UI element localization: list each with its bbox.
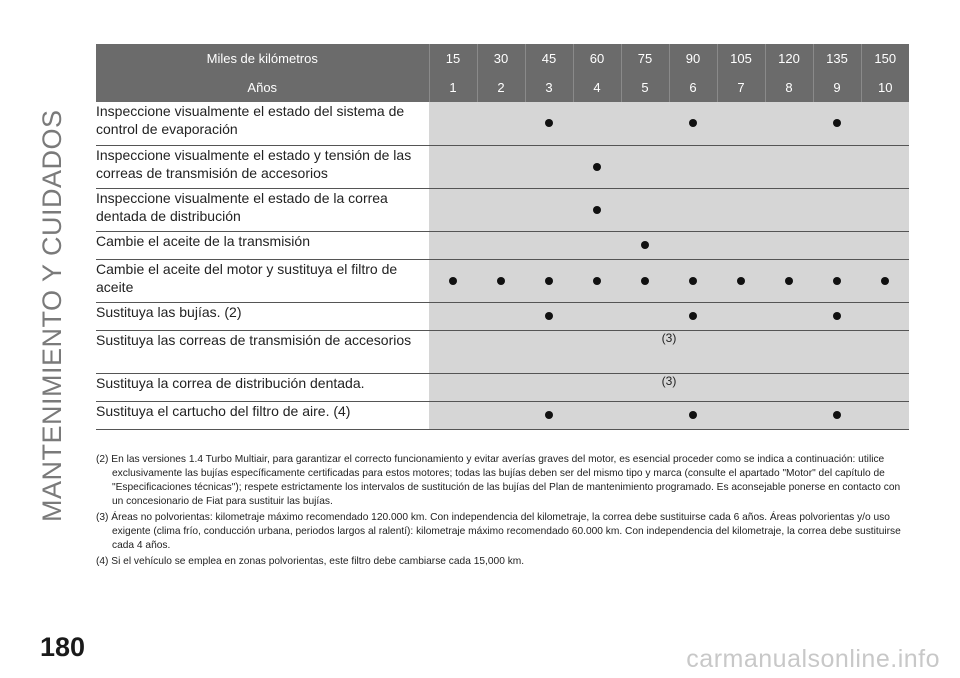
km-col-75: 75 bbox=[621, 44, 669, 73]
schedule-cell bbox=[477, 188, 525, 231]
schedule-cell bbox=[573, 401, 621, 429]
year-col-2: 2 bbox=[477, 73, 525, 102]
schedule-cell bbox=[525, 401, 573, 429]
note-reference-cell: (3) bbox=[429, 373, 909, 401]
year-col-3: 3 bbox=[525, 73, 573, 102]
bullet-icon bbox=[689, 312, 697, 320]
header-years-row bbox=[96, 73, 909, 102]
task-label: Cambie el aceite del motor y sustituya el filtro de aceite bbox=[96, 259, 429, 302]
schedule-cell bbox=[621, 259, 669, 302]
schedule-cell bbox=[429, 188, 477, 231]
bullet-icon bbox=[785, 277, 793, 285]
bullet-icon bbox=[593, 163, 601, 171]
schedule-cell bbox=[669, 145, 717, 188]
bullet-icon bbox=[737, 277, 745, 285]
schedule-cell bbox=[525, 145, 573, 188]
bullet-icon bbox=[545, 411, 553, 419]
bullet-icon bbox=[689, 411, 697, 419]
bullet-icon bbox=[833, 277, 841, 285]
schedule-cell bbox=[477, 401, 525, 429]
footnotes bbox=[96, 453, 909, 571]
footnote: (2) En las versiones 1.4 Turbo Multiair, para garantizar el correcto funcionamiento y evitar averías graves del motor, es esencial proceder como se indica a continuación: utilice exclusivamente las bujías específicamente certificadas para estos motores; todas las bujías deben ser del mismo tipo y marca (consulte el apartado "Motor" del capítulo de "Especificaciones técnicas"); respete estrictamente los intervalos de sustitución de las bujías del Plan de mantenimiento programado. Es aconsejable ponerse en contacto con un concesionario de Fiat para sustituir las bujías. bbox=[96, 454, 901, 507]
km-col-120: 120 bbox=[765, 44, 813, 73]
schedule-cell bbox=[813, 259, 861, 302]
task-label: Inspeccione visualmente el estado del sistema de control de evaporación bbox=[96, 102, 429, 145]
schedule-cell bbox=[525, 302, 573, 330]
bullet-icon bbox=[593, 277, 601, 285]
schedule-cell bbox=[429, 145, 477, 188]
schedule-cell bbox=[525, 102, 573, 145]
table-row bbox=[96, 231, 909, 259]
schedule-cell bbox=[477, 102, 525, 145]
schedule-cell bbox=[477, 231, 525, 259]
year-col-1: 1 bbox=[429, 73, 477, 102]
table-row bbox=[96, 188, 909, 231]
year-col-7: 7 bbox=[717, 73, 765, 102]
table-row bbox=[96, 145, 909, 188]
schedule-cell bbox=[861, 102, 909, 145]
km-label: Miles de kilómetros bbox=[96, 44, 429, 73]
schedule-cell bbox=[765, 259, 813, 302]
task-label: Sustituya las correas de transmisión de accesorios bbox=[96, 330, 429, 373]
section-title: MANTENIMIENTO Y CUIDADOS bbox=[37, 109, 67, 522]
schedule-cell bbox=[669, 401, 717, 429]
schedule-cell bbox=[813, 401, 861, 429]
schedule-cell bbox=[621, 102, 669, 145]
table-row bbox=[96, 302, 909, 330]
schedule-cell bbox=[621, 401, 669, 429]
page-number: 180 bbox=[40, 632, 86, 662]
bullet-icon bbox=[497, 277, 505, 285]
schedule-cell bbox=[765, 231, 813, 259]
schedule-cell bbox=[525, 231, 573, 259]
bullet-icon bbox=[593, 206, 601, 214]
watermark: carmanualsonline.info bbox=[686, 645, 940, 673]
km-col-15: 15 bbox=[429, 44, 477, 73]
schedule-cell bbox=[717, 188, 765, 231]
schedule-cell bbox=[573, 102, 621, 145]
bullet-icon bbox=[833, 411, 841, 419]
schedule-cell bbox=[669, 102, 717, 145]
schedule-cell bbox=[813, 231, 861, 259]
schedule-cell bbox=[525, 188, 573, 231]
table-row bbox=[96, 259, 909, 302]
schedule-cell bbox=[621, 302, 669, 330]
task-label: Sustituya las bujías. (2) bbox=[96, 302, 429, 330]
footnote: (4) Si el vehículo se emplea en zonas polvorientas, este filtro debe cambiarse cada 15,000 km. bbox=[96, 556, 525, 567]
schedule-cell bbox=[573, 231, 621, 259]
schedule-cell bbox=[669, 231, 717, 259]
schedule-cell bbox=[669, 188, 717, 231]
task-label: Sustituya el cartucho del filtro de aire. (4) bbox=[96, 401, 429, 429]
schedule-cell bbox=[669, 302, 717, 330]
schedule-cell bbox=[765, 188, 813, 231]
schedule-cell bbox=[765, 102, 813, 145]
schedule-cell bbox=[861, 302, 909, 330]
schedule-cell bbox=[669, 259, 717, 302]
bullet-icon bbox=[545, 277, 553, 285]
year-col-9: 9 bbox=[813, 73, 861, 102]
year-col-4: 4 bbox=[573, 73, 621, 102]
schedule-cell bbox=[717, 302, 765, 330]
schedule-cell bbox=[429, 231, 477, 259]
years-label: Años bbox=[96, 73, 429, 102]
bullet-icon bbox=[545, 312, 553, 320]
bullet-icon bbox=[689, 277, 697, 285]
bullet-icon bbox=[449, 277, 457, 285]
schedule-cell bbox=[429, 401, 477, 429]
schedule-cell bbox=[861, 259, 909, 302]
schedule-cell bbox=[573, 188, 621, 231]
km-col-30: 30 bbox=[477, 44, 525, 73]
bullet-icon bbox=[833, 312, 841, 320]
km-col-45: 45 bbox=[525, 44, 573, 73]
schedule-cell bbox=[429, 259, 477, 302]
schedule-cell bbox=[717, 259, 765, 302]
year-col-5: 5 bbox=[621, 73, 669, 102]
footnote: (3) Áreas no polvorientas: kilometraje máximo recomendado 120.000 km. Con independencia del kilometraje, la correa debe sustituirse cada 6 años. Áreas polvorientas y/o uso exigente (clima frío, conducción urbana, periodos largos al ralentí): kilometraje máximo recomendado 60.000 km. Con independencia del kilometraje, la correa debe sustituirse cada 4 años. bbox=[96, 512, 901, 551]
task-label: Sustituya la correa de distribución dentada. bbox=[96, 373, 429, 401]
schedule-cell bbox=[765, 302, 813, 330]
year-col-6: 6 bbox=[669, 73, 717, 102]
year-col-10: 10 bbox=[861, 73, 909, 102]
schedule-cell bbox=[861, 188, 909, 231]
km-col-105: 105 bbox=[717, 44, 765, 73]
schedule-cell bbox=[573, 259, 621, 302]
schedule-cell bbox=[621, 145, 669, 188]
km-col-90: 90 bbox=[669, 44, 717, 73]
schedule-cell bbox=[573, 145, 621, 188]
schedule-cell bbox=[477, 145, 525, 188]
schedule-cell bbox=[861, 231, 909, 259]
table-row bbox=[96, 401, 909, 429]
bullet-icon bbox=[641, 277, 649, 285]
schedule-body bbox=[96, 102, 909, 429]
task-label: Cambie el aceite de la transmisión bbox=[96, 231, 429, 259]
bullet-icon bbox=[881, 277, 889, 285]
schedule-cell bbox=[861, 145, 909, 188]
bullet-icon bbox=[545, 119, 553, 127]
schedule-cell bbox=[621, 188, 669, 231]
schedule-cell bbox=[717, 102, 765, 145]
schedule-cell bbox=[813, 302, 861, 330]
bullet-icon bbox=[641, 241, 649, 249]
schedule-cell bbox=[861, 401, 909, 429]
schedule-cell bbox=[429, 102, 477, 145]
header-km-row bbox=[96, 44, 909, 73]
schedule-cell bbox=[525, 259, 573, 302]
schedule-cell bbox=[813, 145, 861, 188]
km-col-135: 135 bbox=[813, 44, 861, 73]
schedule-cell bbox=[429, 302, 477, 330]
table-row bbox=[96, 373, 909, 401]
year-col-8: 8 bbox=[765, 73, 813, 102]
km-col-60: 60 bbox=[573, 44, 621, 73]
bullet-icon bbox=[833, 119, 841, 127]
task-label: Inspeccione visualmente el estado de la correa dentada de distribución bbox=[96, 188, 429, 231]
schedule-cell bbox=[477, 259, 525, 302]
bullet-icon bbox=[689, 119, 697, 127]
task-label: Inspeccione visualmente el estado y tensión de las correas de transmisión de accesorios bbox=[96, 145, 429, 188]
schedule-cell bbox=[765, 145, 813, 188]
km-col-150: 150 bbox=[861, 44, 909, 73]
maintenance-schedule-table bbox=[96, 44, 909, 430]
schedule-cell bbox=[813, 188, 861, 231]
schedule-cell bbox=[621, 231, 669, 259]
note-reference-cell: (3) bbox=[429, 330, 909, 373]
schedule-cell bbox=[765, 401, 813, 429]
schedule-cell bbox=[477, 302, 525, 330]
schedule-cell bbox=[717, 145, 765, 188]
schedule-cell bbox=[813, 102, 861, 145]
schedule-cell bbox=[573, 302, 621, 330]
schedule-cell bbox=[717, 231, 765, 259]
schedule-cell bbox=[717, 401, 765, 429]
table-row bbox=[96, 102, 909, 145]
table-row bbox=[96, 330, 909, 373]
